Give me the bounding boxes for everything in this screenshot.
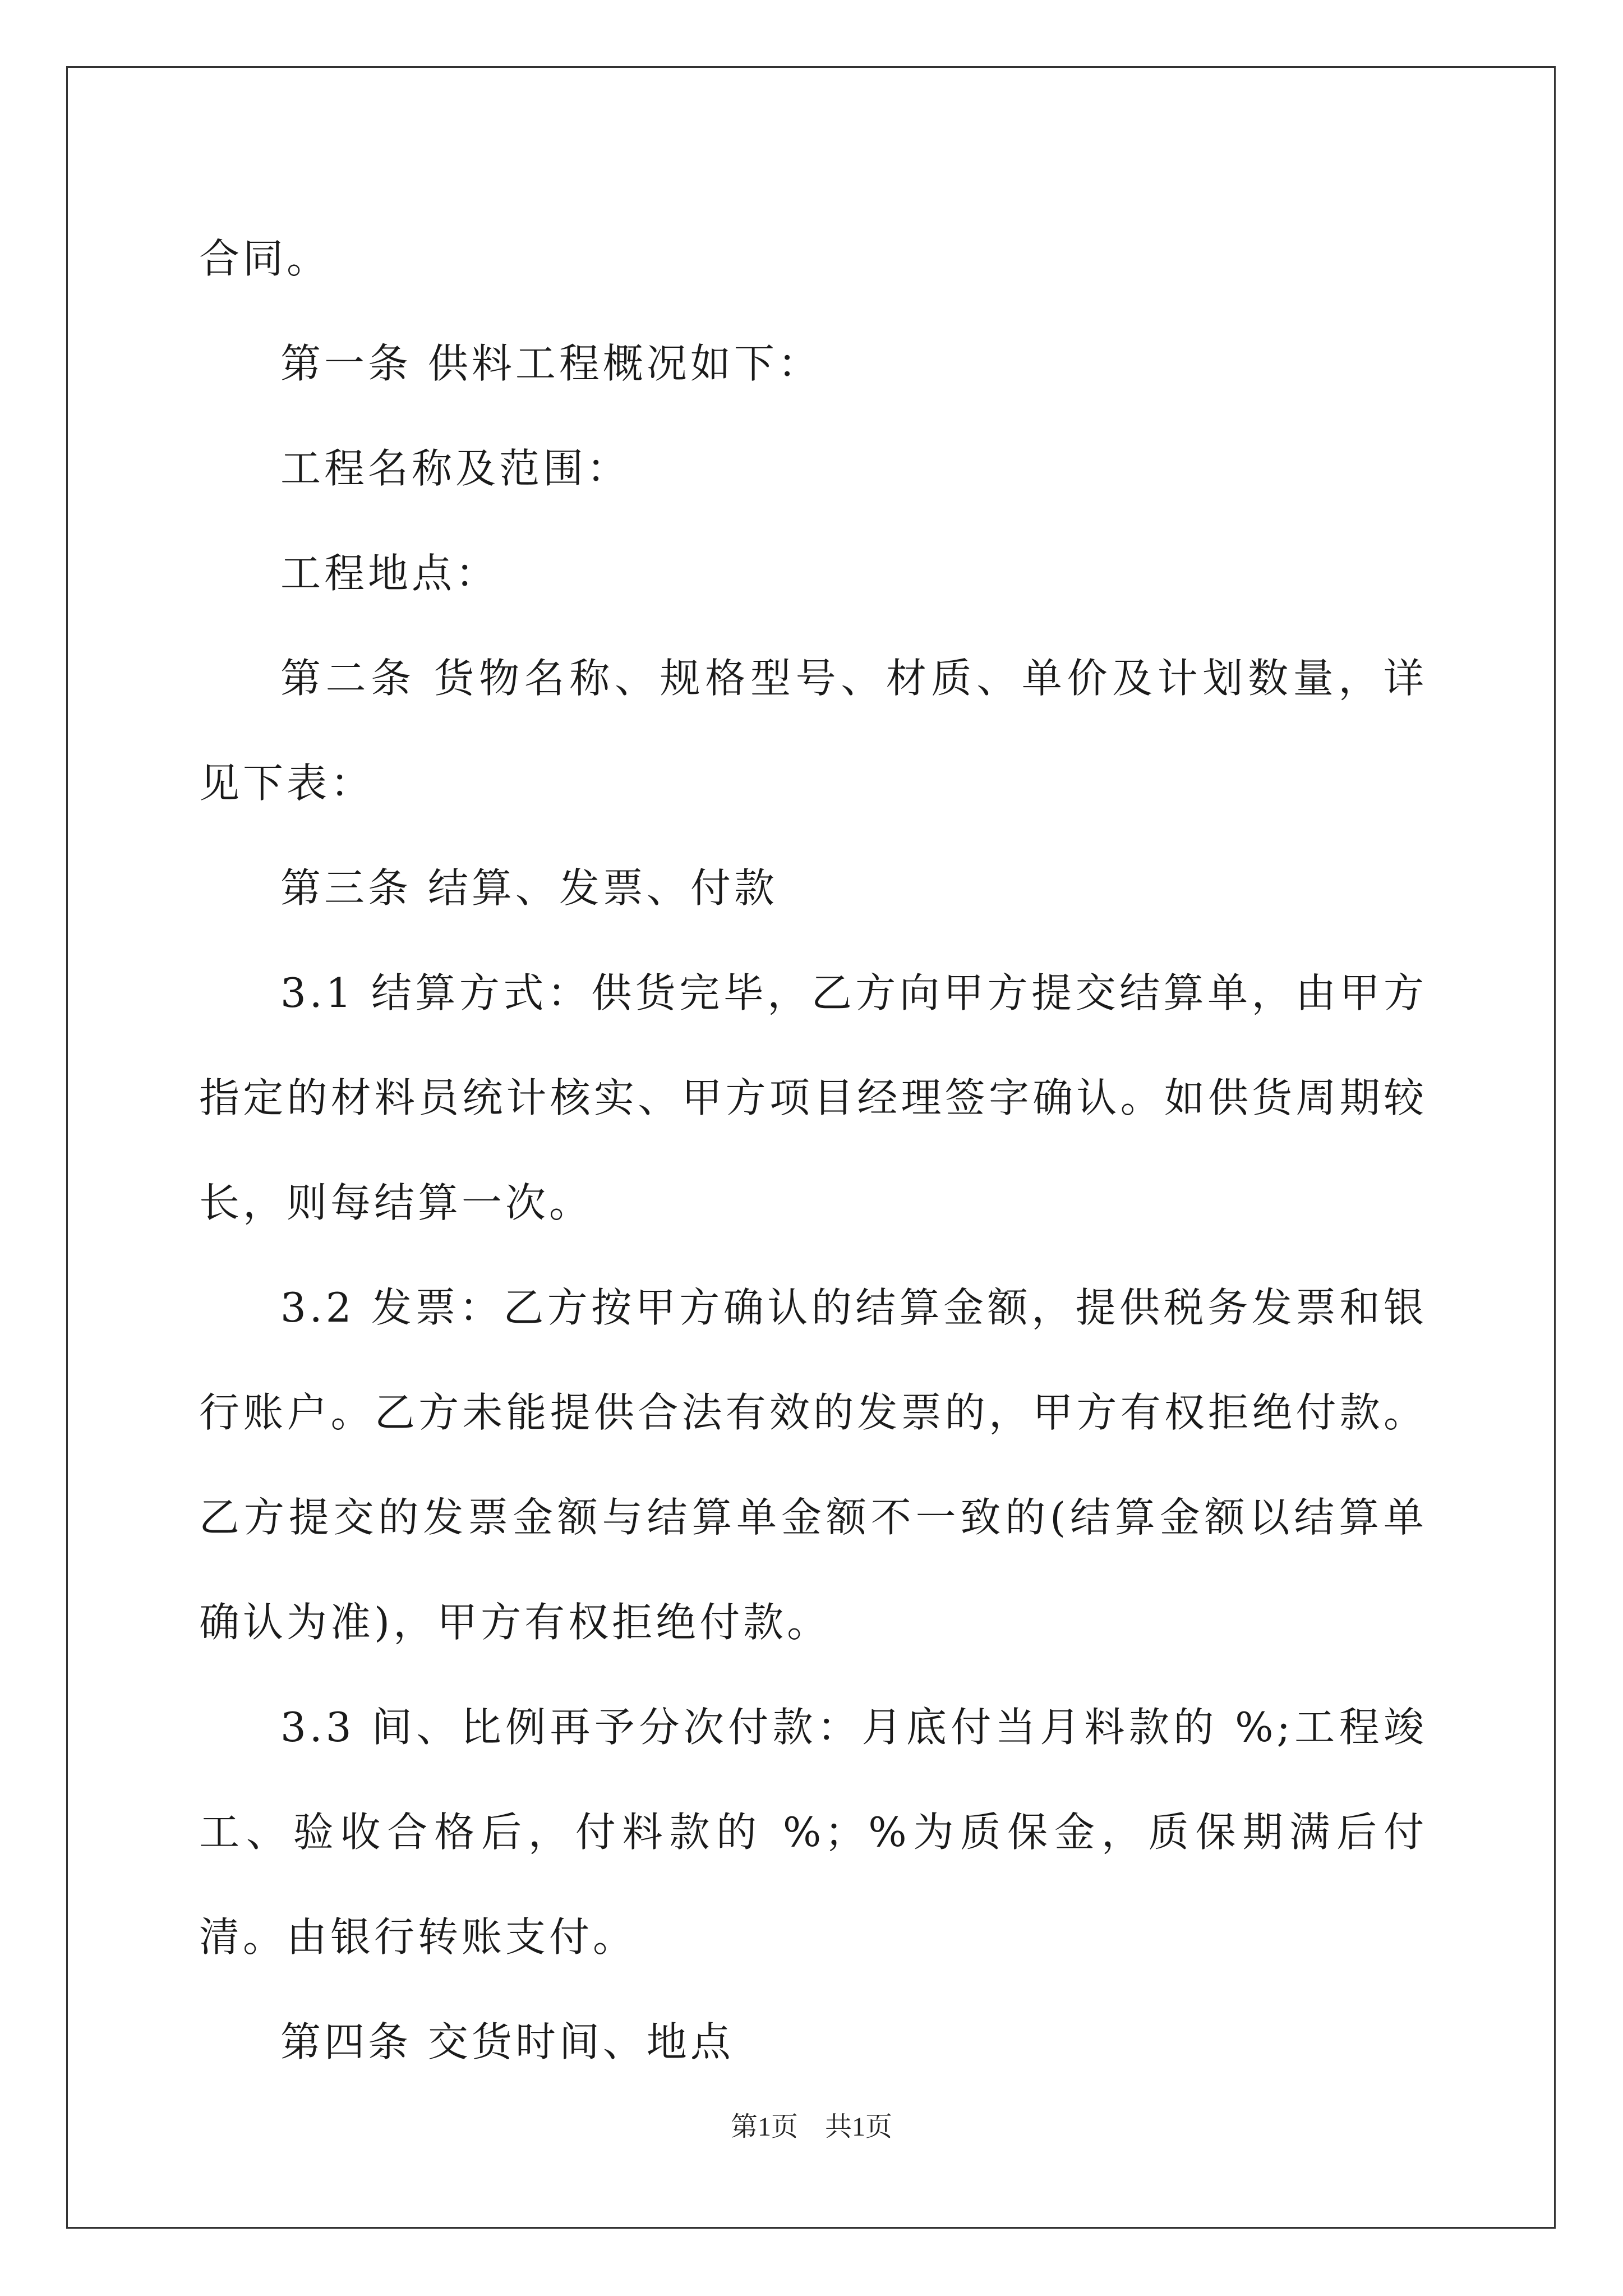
paragraph: 第二条 货物名称、规格型号、材质、单价及计划数量，详见下表：	[199, 655, 1427, 807]
paragraph: 3.1 结算方式：供货完毕，乙方向甲方提交结算单，由甲方指定的材料员统计核实、甲方项目经理签字确认。如供货周期较长，则每结算一次。	[199, 969, 1427, 1226]
paragraph: 3.3 间、比例再予分次付款：月底付当月料款的 %;工程竣工、验收合格后，付料款的 %；%为质保金，质保期满后付清。由银行转账支付。	[199, 1704, 1427, 1961]
paragraph: 工程地点：	[280, 550, 500, 597]
paragraph: 第三条 结算、发票、付款	[280, 864, 778, 912]
paragraph: 工程名称及范围：	[280, 445, 631, 492]
page-total: 共1页	[825, 2112, 893, 2142]
paragraph: 3.2 发票：乙方按甲方确认的结算金额，提供税务发票和银行账户。乙方未能提供合法有效的发票的，甲方有权拒绝付款。乙方提交的发票金额与结算单金额不一致的(结算金额以结算单确认为准)，甲方有权拒绝付款。	[199, 1284, 1427, 1646]
document-body	[199, 206, 1427, 2095]
paragraph: 第一条 供料工程概况如下：	[280, 340, 822, 387]
paragraph: 合同。	[199, 235, 331, 282]
page-footer	[0, 2110, 1623, 2144]
page-number: 第1页	[730, 2112, 798, 2142]
paragraph: 第四条 交货时间、地点	[280, 2018, 734, 2065]
